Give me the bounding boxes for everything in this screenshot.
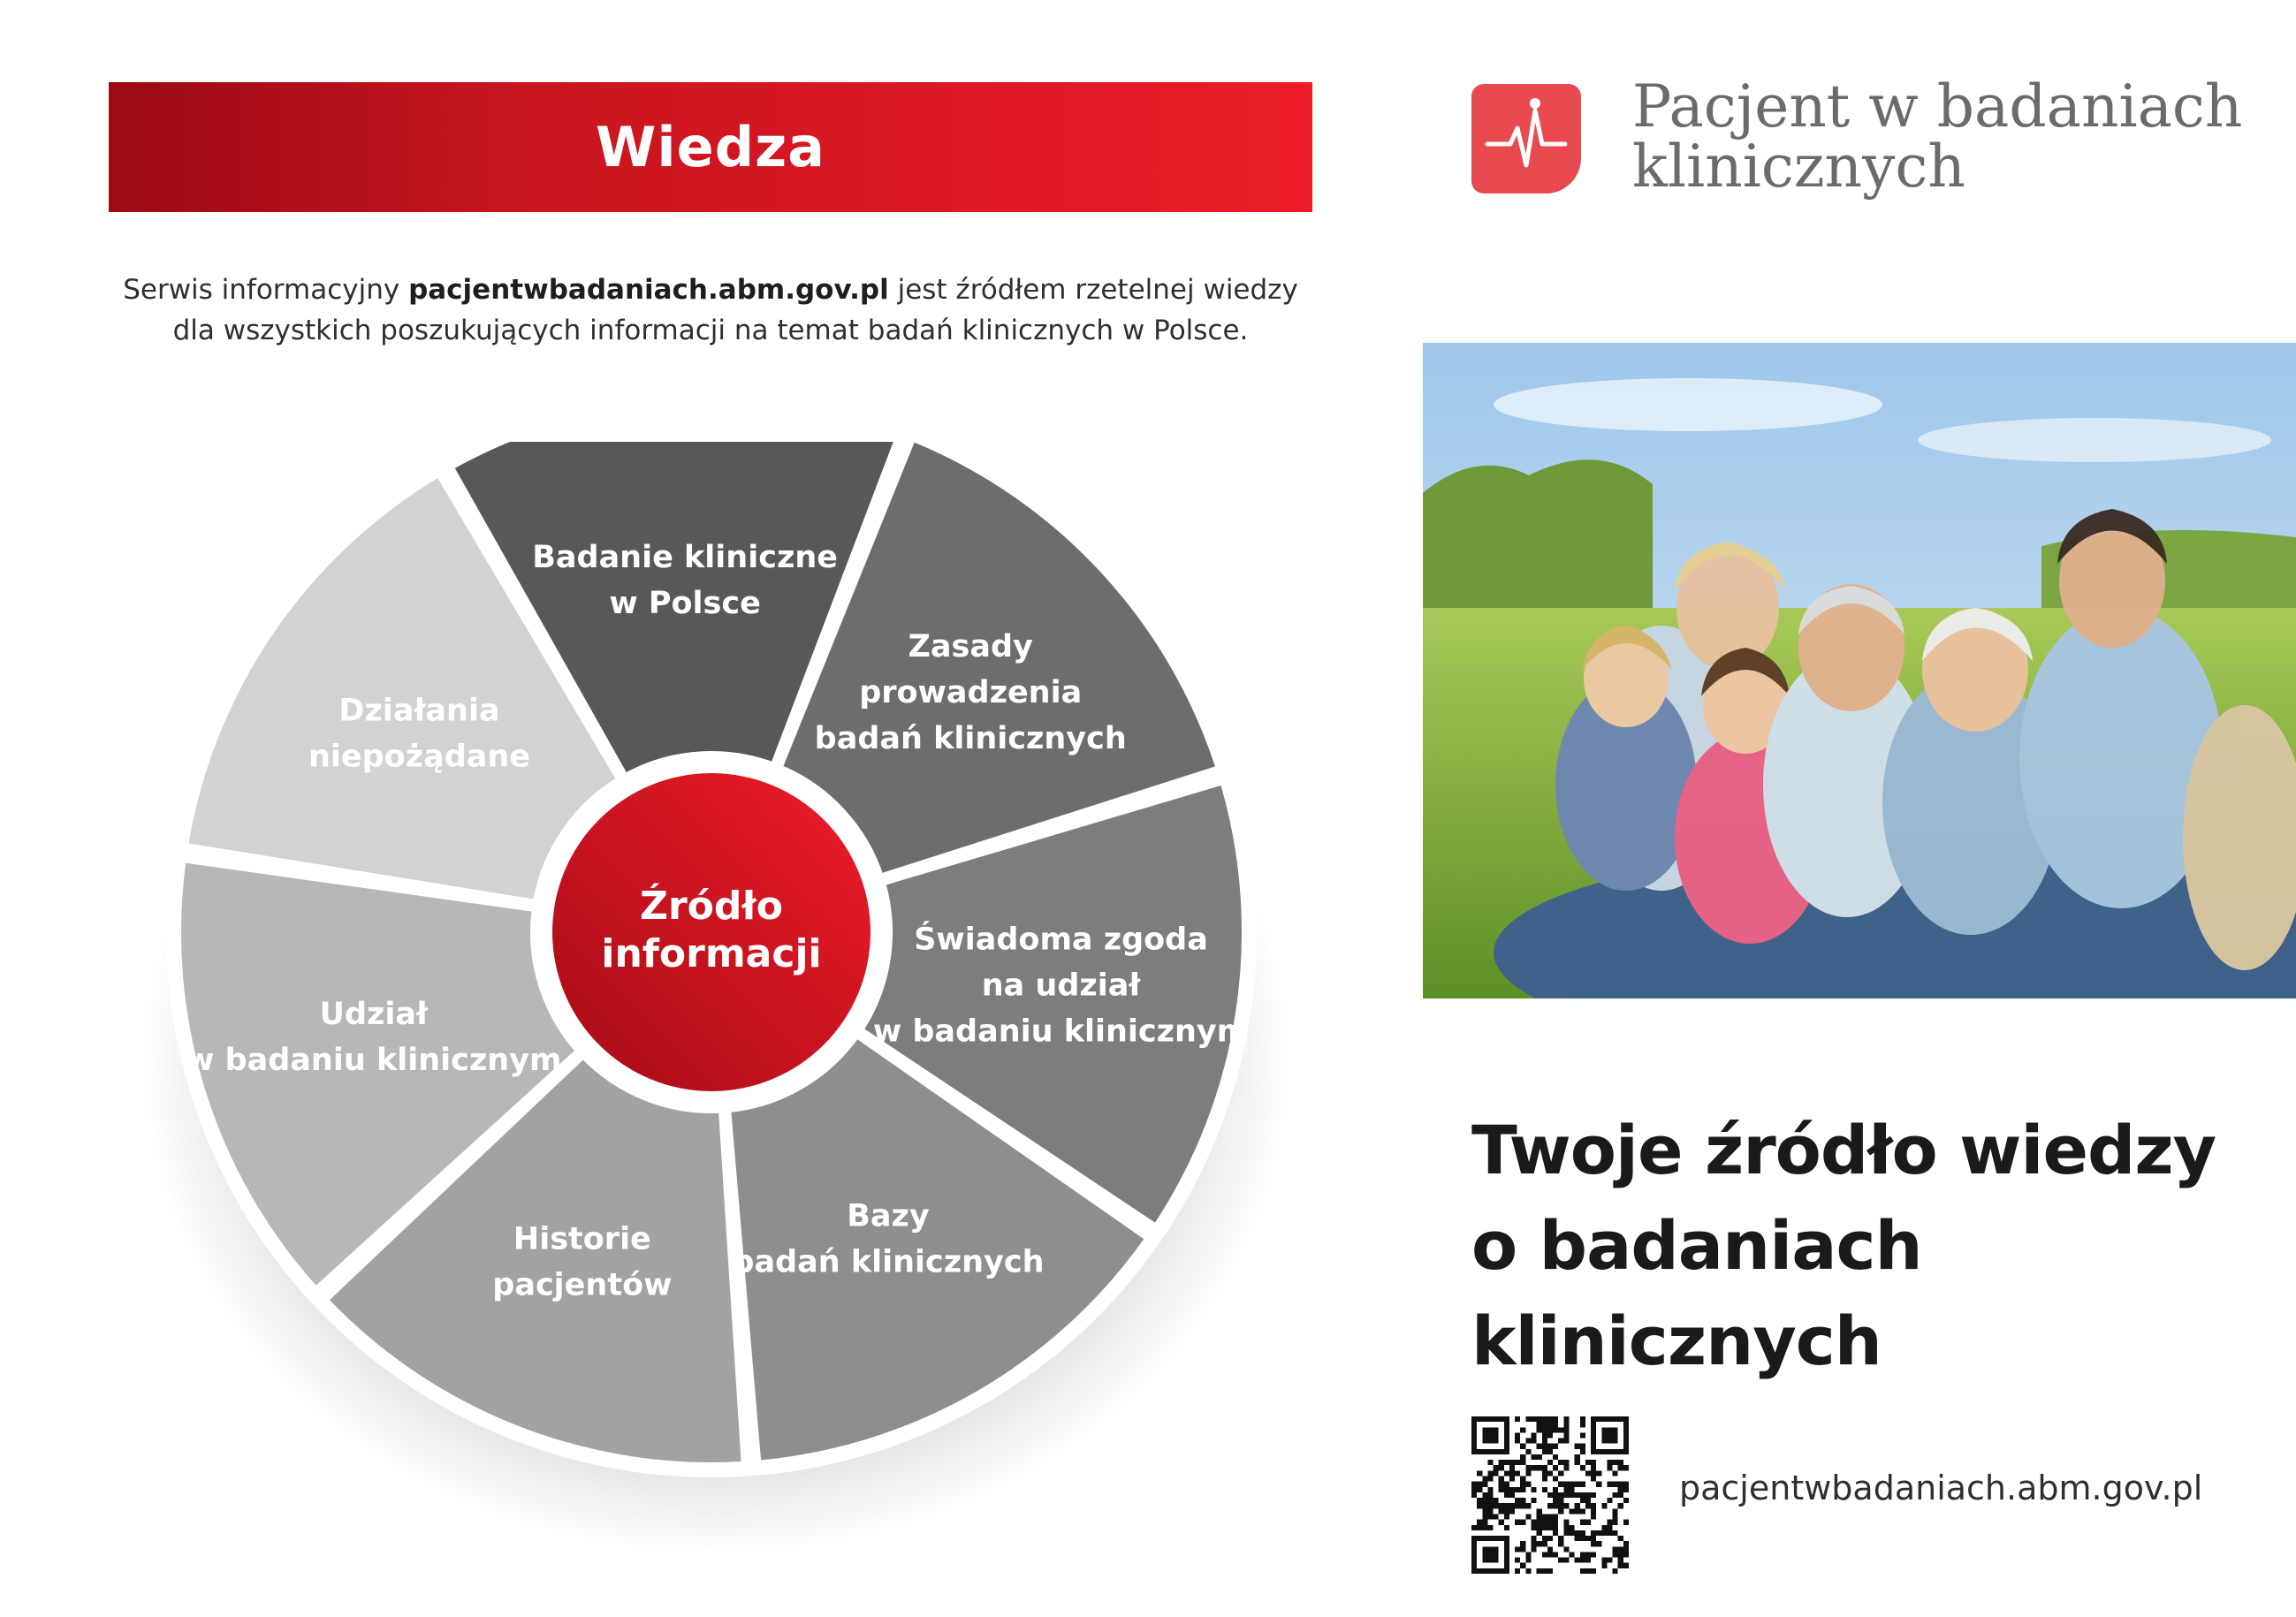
family-photo <box>1423 343 2296 998</box>
intro-text <box>109 270 1312 351</box>
wheel-segment-6-label-line-1: Udział <box>319 996 428 1032</box>
wheel-segment-1-label-line-2: w Polsce <box>609 586 761 622</box>
wheel-segment-3-label-line-1: Świadoma zgoda <box>914 922 1208 958</box>
wheel-segment-2-label-line-1: Zasady <box>908 628 1033 664</box>
wheel-segment-4-label-line-1: Bazy <box>847 1198 930 1234</box>
brand-logo <box>1471 72 2267 208</box>
headline-line-1: Twoje źródło wiedzy <box>1471 1111 2216 1189</box>
wheel-segment-2-label-line-3: badań klinicznych <box>814 720 1127 756</box>
wheel-segment-5-label-line-1: Historie <box>513 1221 651 1257</box>
header-banner <box>109 82 1312 212</box>
main-headline <box>1471 1103 2285 1389</box>
wheel-segment-6-label-line-2: w badaniu klinicznym <box>186 1042 562 1078</box>
center-label-line-1: Źródło <box>640 884 783 929</box>
wheel-segment-7-label-line-2: niepożądane <box>308 739 531 775</box>
center-label-line-2: informacji <box>601 931 822 976</box>
wheel-segment-1-label-line-1: Badanie kliniczne <box>532 540 838 576</box>
topic-wheel <box>133 442 1299 1555</box>
headline-line-2: o badaniach klinicznych <box>1471 1206 1922 1380</box>
logo-text <box>1632 72 2243 201</box>
wheel-segment-4-label-line-2: badań klinicznych <box>732 1244 1045 1280</box>
intro-line1-post: jest źródłem rzetelnej wiedzy <box>888 274 1298 306</box>
logo-text-line-2: klinicznych <box>1632 133 1965 201</box>
heartbeat-logo-icon <box>1471 84 1581 194</box>
wheel-segment-2-label-line-2: prowadzenia <box>859 674 1083 710</box>
banner-title: Wiedza <box>596 115 825 179</box>
logo-text-line-1: Pacjent w badaniach <box>1632 72 2243 140</box>
wheel-segment-3-label-line-3: w badaniu klinicznym <box>872 1013 1250 1050</box>
topic-wheel-svg <box>133 442 1299 1555</box>
intro-line1-pre: Serwis informacyjny <box>123 274 409 306</box>
intro-line-2: dla wszystkich poszukujących informacji na temat badań klinicznych w Polsce. <box>172 315 1249 346</box>
wheel-segment-5-label-line-2: pacjentów <box>492 1267 673 1303</box>
wheel-segment-3-label-line-2: na udział <box>981 968 1141 1004</box>
qr-code-icon[interactable] <box>1471 1416 1629 1574</box>
wheel-segment-7-label-line-1: Działania <box>338 693 500 729</box>
intro-line-1 <box>109 270 1312 310</box>
intro-site-link: pacjentwbadaniach.abm.gov.pl <box>408 274 889 306</box>
footer-url-link[interactable]: pacjentwbadaniach.abm.gov.pl <box>1679 1469 2203 1507</box>
